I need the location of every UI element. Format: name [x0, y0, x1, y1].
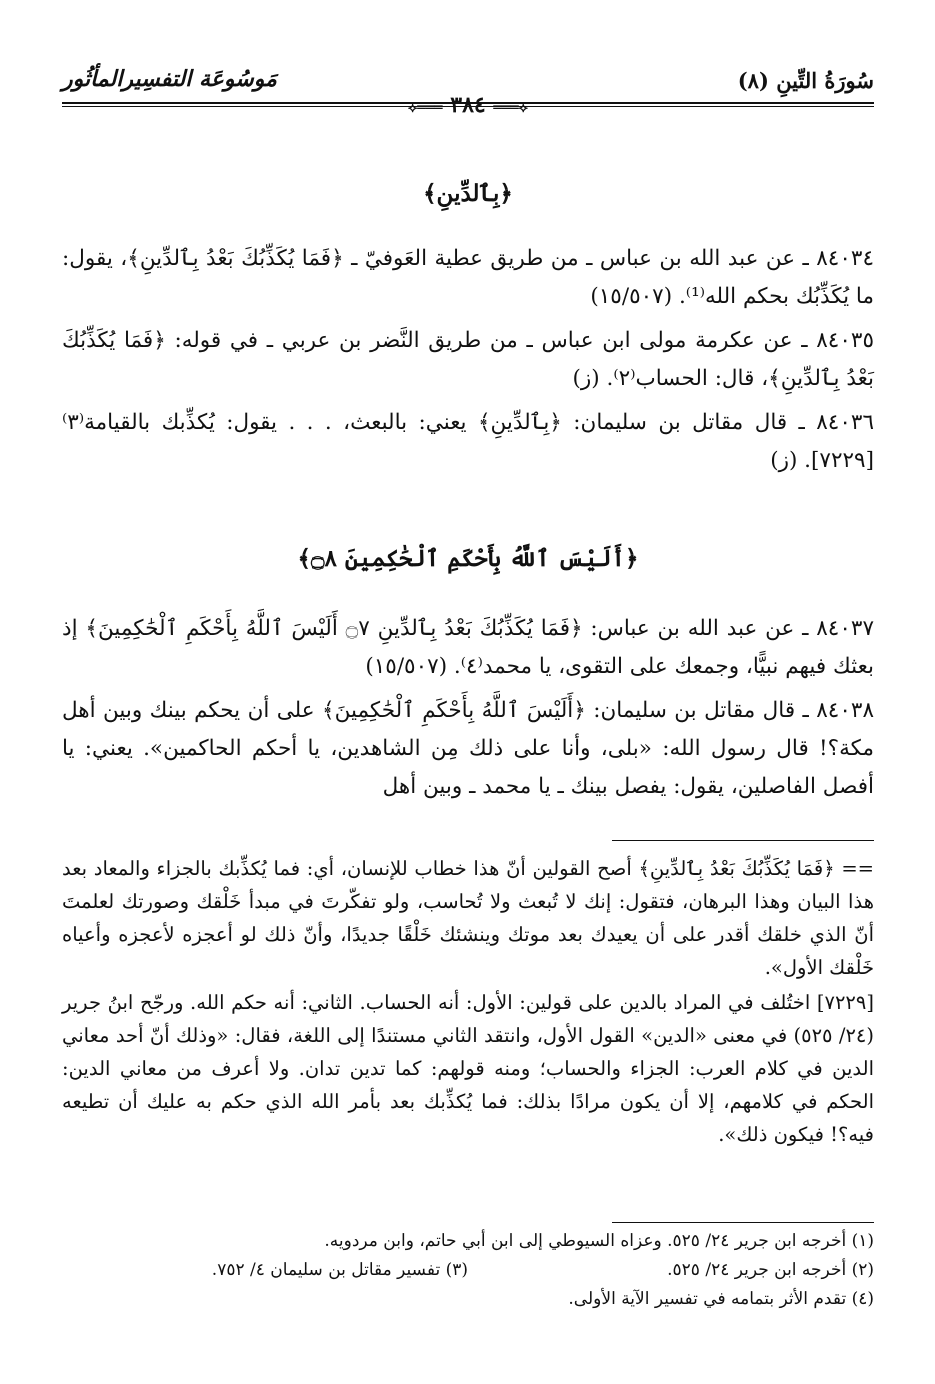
footnote-3: (٣) تفسير مقاتل بن سليمان ٤/ ٧٥٢.: [211, 1260, 468, 1280]
entry-84037: ٨٤٠٣٧ ـ عن عبد الله بن عباس: ﴿فَمَا يُكَذِّبُكَ بَعْدُ بِٱلدِّينِ ۝٧ أَلَيْسَ ٱللَّهُ بِأَحْكَمِ ٱلْحَٰكِمِينَ﴾ إذ بعثك فيهم نبيًّا، وجمعك على التقوى، يا محمد⁽٤⁾. (١٥/٥٠٧): [62, 616, 874, 679]
note-continuation: == ﴿فَمَا يُكَذِّبُكَ بَعْدُ بِٱلدِّينِ﴾ أصح القولين أنّ هذا خطاب للإنسان، أي: فما يُكذِّبك بالجزاء والمعاد بعد هذا البيان وهذا البرهان، فتقول: إنك لا تُبعث ولا تُحاسب، ولو تفكّرتَ في مبدأ خَلْقك وصورتك لعلمتَ أنّ الذي خلقك أقدر على أن يعيدك بعد موتك وينشئك خَلْقًا جديدًا، وأنّ ذلك لو أعجزه لأعجزه وأعياه خَلْقك الأول».: [62, 857, 874, 979]
section-title: ﴿بِٱلدِّينِ﴾: [423, 180, 513, 207]
section-title: ﴿أَلَيْسَ ٱللَّهُ بِأَحْكَمِ ٱلْحَٰكِمِينَ ۝٨﴾: [297, 545, 639, 572]
entry-84038: ٨٤٠٣٨ ـ قال مقاتل بن سليمان: ﴿أَلَيْسَ ٱللَّهُ بِأَحْكَمِ ٱلْحَٰكِمِينَ﴾ على أن يحكم بينك وبين أهل مكة؟! قال رسول الله: «بلى، وأنا على ذلك مِن الشاهدين، يا أحكم الحاكمين». يعني: يا أفصل الفاصلين، يقول: يفصل بينك ـ يا محمد ـ وبين أهل: [62, 698, 874, 799]
section-1-entries: [62, 240, 874, 480]
footnotes-divider: [612, 1222, 874, 1223]
footnote-row: [62, 1256, 874, 1285]
book-page: [62, 0, 874, 1384]
book-title-header: مَوسُوعَة التفسِيرالمأثُور: [62, 66, 277, 92]
entry-84034: ٨٤٠٣٤ ـ عن عبد الله بن عباس ـ من طريق عطية العَوفيّ ـ ﴿فَمَا يُكَذِّبُكَ بَعْدُ بِٱلدِّينِ﴾، يقول: ما يُكَذِّبُك بحكم الله⁽¹⁾. (١٥/٥٠٧): [62, 246, 874, 309]
notes-divider: [612, 840, 874, 841]
footnote-2: (٢) أخرجه ابن جرير ٢٤/ ٥٢٥.: [667, 1260, 874, 1280]
section-1: [62, 180, 874, 207]
footnote-4: (٤) تقدم الأثر بتمامه في تفسير الآية الأولى.: [568, 1289, 874, 1309]
editor-notes: [62, 852, 874, 1151]
section-2-entries: [62, 610, 874, 806]
footnotes: [62, 1227, 874, 1314]
note-7229: [٧٢٢٩] اختُلف في المراد بالدين على قولين: الأول: أنه الحساب. الثاني: أنه حكم الله. ورجّح ابنُ جرير (٢٤/ ٥٢٥) في معنى «الدين» القول الأول، وانتقد الثاني مستندًا إلى اللغة، فقال: «وذلك أنّ أحد معاني الدين في كلام العرب: الجزاء والحساب؛ ومنه قولهم: كما تدين تدان. ولا أعرف من معاني الدين: الحكم في كلامهم، إلا أن يكون مرادًا بذلك: فما يُكذِّبك بعد بأمر الله الذي حكم به عليك أن تطيعه فيه؟! فيكون ذلك».: [62, 991, 874, 1146]
page-number: ⟡═══ ٣٨٤ ═══⟡: [408, 92, 528, 118]
section-2: [62, 545, 874, 572]
entry-84035: ٨٤٠٣٥ ـ عن عكرمة مولى ابن عباس ـ من طريق النَّضر بن عربي ـ في قوله: ﴿فَمَا يُكَذِّبُكَ بَعْدُ بِٱلدِّينِ﴾، قال: الحساب⁽٢⁾. (ز): [62, 328, 874, 391]
entry-84036: ٨٤٠٣٦ ـ قال مقاتل بن سليمان: ﴿بِٱلدِّينِ﴾ يعني: بالبعث، . . . يقول: يُكذِّبك بالقيامة⁽٣⁾[٧٢٢٩]. (ز): [62, 410, 874, 473]
ornament-icon: ═══⟡: [408, 100, 443, 116]
ornament-icon: ⟡═══: [493, 100, 528, 116]
footnote-1: (١) أخرجه ابن جرير ٢٤/ ٥٢٥. وعزاه السيوطي إلى ابن أبي حاتم، وابن مردويه.: [324, 1231, 874, 1251]
surah-header: سُورَةُ التِّينِ (٨): [737, 68, 874, 93]
